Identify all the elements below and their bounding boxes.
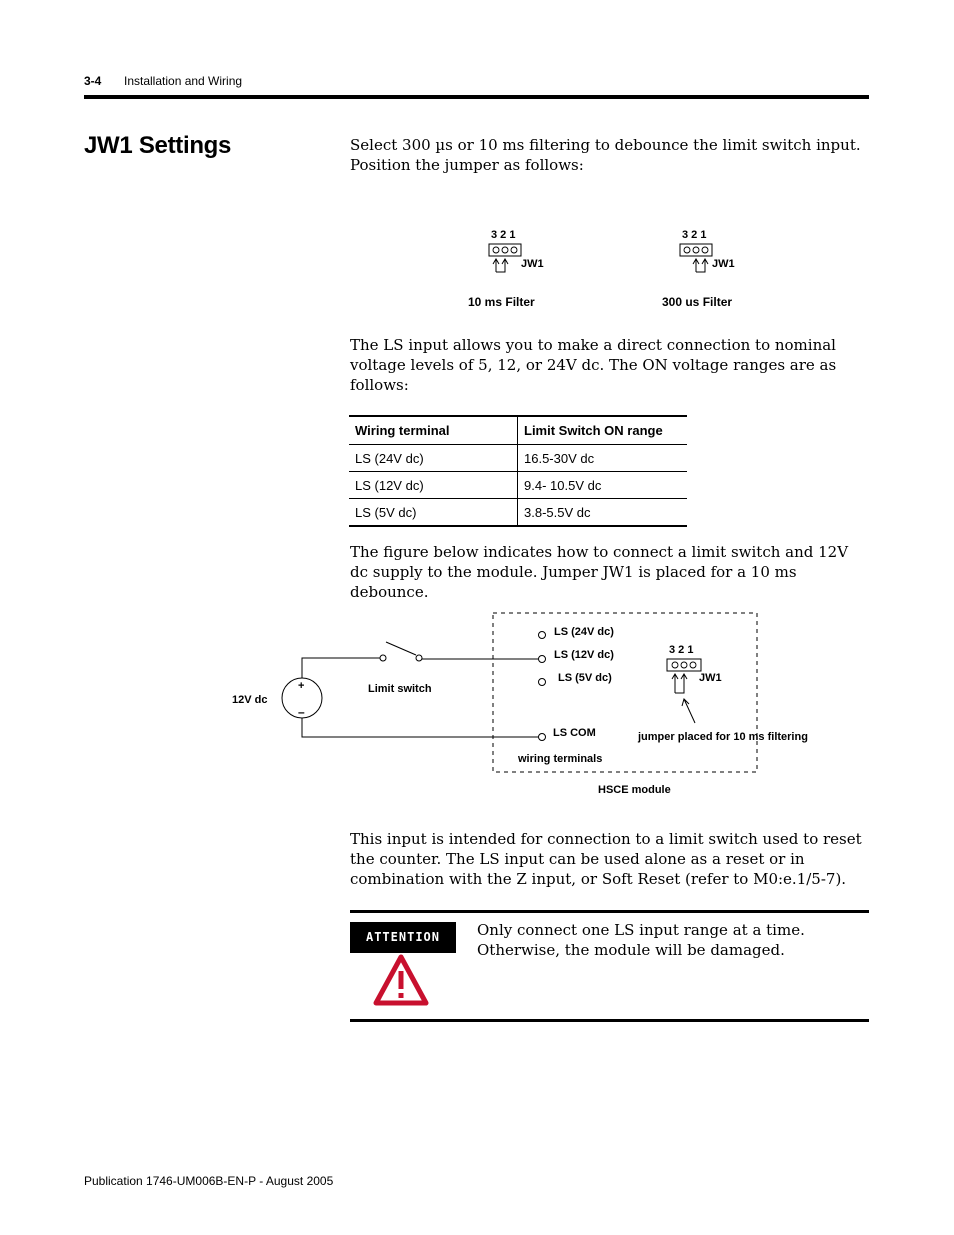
- ls-on-range-table: [349, 415, 687, 527]
- header-section-title: Installation and Wiring: [124, 74, 243, 88]
- pin-1-10ms: [511, 247, 517, 253]
- attention-text: Only connect one LS input range at a time. Otherwise, the module will be damaged.: [477, 921, 805, 959]
- header-rule: [84, 95, 869, 99]
- attention-bottom-rule: [350, 1019, 869, 1022]
- terminal-ls-24v: [539, 632, 546, 639]
- supply-minus: –: [298, 705, 305, 719]
- supply-label: 12V dc: [232, 694, 268, 706]
- hsce-module-caption: HSCE module: [598, 784, 671, 796]
- pin-2-10ms: [502, 247, 508, 253]
- jumper-header-10ms: [489, 244, 521, 256]
- pin-3-10ms: [493, 247, 499, 253]
- terminal-label-5v: LS (5V dc): [558, 672, 612, 684]
- table-header-row: [349, 416, 687, 445]
- switch-lever: [386, 642, 416, 655]
- module-pin-labels: 3 2 1: [669, 644, 694, 656]
- terminal-label-24v: LS (24V dc): [554, 626, 614, 638]
- table-cell-range: 3.8-5.5V dc: [518, 499, 688, 527]
- switch-contact-left: [380, 655, 386, 661]
- pin-2-300us: [693, 247, 699, 253]
- table-row: [349, 499, 687, 527]
- jumper-pointer-arrow: [682, 699, 695, 723]
- table-cell-range: 9.4- 10.5V dc: [518, 472, 688, 499]
- pin-3-300us: [684, 247, 690, 253]
- module-jumper-label: JW1: [699, 672, 722, 684]
- supply-negative-wire: [302, 718, 538, 737]
- terminal-label-com: LS COM: [553, 727, 596, 739]
- paragraph-ls-purpose: This input is intended for connection to a limit switch used to reset the counter. The LS input can be used alone as a reset or in combination with the Z input, or Soft Reset (refer to M0:e.1/5-7).: [350, 830, 862, 888]
- jumper-label-300us: JW1: [712, 258, 735, 270]
- jumper-label-10ms: JW1: [521, 258, 544, 270]
- table-cell-terminal: LS (12V dc): [349, 472, 518, 499]
- attention-label: ATTENTION: [350, 922, 456, 953]
- table-cell-terminal: LS (24V dc): [349, 445, 518, 472]
- jumper-header-300us: [680, 244, 712, 256]
- jumper-caption: jumper placed for 10 ms filtering: [638, 731, 808, 743]
- jumper-10ms: [468, 229, 544, 309]
- terminal-ls-5v: [539, 679, 546, 686]
- warning-triangle-icon: [373, 954, 429, 1006]
- table-cell-range: 16.5-30V dc: [518, 445, 688, 472]
- pin-1-300us: [702, 247, 708, 253]
- pin-labels-300us: 3 2 1: [682, 229, 707, 241]
- hsce-module-boundary: [493, 613, 757, 772]
- paragraph-figure-intro: The figure below indicates how to connect a limit switch and 12V dc supply to the module. Jumper JW1 is placed for a 10 ms debounce.: [350, 543, 849, 601]
- limit-switch-label: Limit switch: [368, 683, 432, 695]
- table-header-on-range: Limit Switch ON range: [518, 416, 688, 445]
- module-pin-3: [672, 662, 678, 668]
- terminal-ls-com: [539, 734, 546, 741]
- pin-labels-10ms: 3 2 1: [491, 229, 516, 241]
- terminal-label-12v: LS (12V dc): [554, 649, 614, 661]
- table-header-wiring-terminal: Wiring terminal: [349, 416, 518, 445]
- section-title: JW1 Settings: [84, 132, 232, 159]
- wiring-terminals-caption: wiring terminals: [518, 753, 603, 765]
- footer-publication: Publication 1746-UM006B-EN-P - August 2005: [84, 1174, 334, 1188]
- jumper-arrows-10ms: [493, 259, 508, 272]
- switch-contact-right: [416, 655, 422, 661]
- terminal-ls-12v: [539, 656, 546, 663]
- supply-plus: +: [298, 680, 305, 692]
- header-page-number: 3-4: [84, 74, 102, 88]
- paragraph-filter-intro: Select 300 µs or 10 ms filtering to debounce the limit switch input. Position the jumper as follows:: [350, 136, 861, 174]
- jumper-settings-figure: [440, 220, 780, 320]
- table-cell-terminal: LS (5V dc): [349, 499, 518, 527]
- caption-10ms-filter: 10 ms Filter: [468, 295, 535, 309]
- table-row: [349, 472, 687, 499]
- supply-positive-wire: [302, 658, 380, 678]
- attention-top-rule: [350, 910, 869, 913]
- wiring-diagram-figure: [220, 605, 860, 805]
- warning-exclamation-bar: [399, 971, 404, 989]
- jumper-300us: [662, 229, 735, 309]
- module-pin-2: [681, 662, 687, 668]
- module-pin-1: [690, 662, 696, 668]
- caption-300us-filter: 300 us Filter: [662, 295, 733, 309]
- module-jumper-arrows: [672, 674, 687, 693]
- table-row: [349, 445, 687, 472]
- warning-exclamation-dot: [399, 993, 404, 998]
- jumper-arrows-300us: [693, 259, 708, 272]
- paragraph-voltage-levels: The LS input allows you to make a direct connection to nominal voltage levels of 5, 12, or 24V dc. The ON voltage ranges are as follows:: [350, 336, 837, 394]
